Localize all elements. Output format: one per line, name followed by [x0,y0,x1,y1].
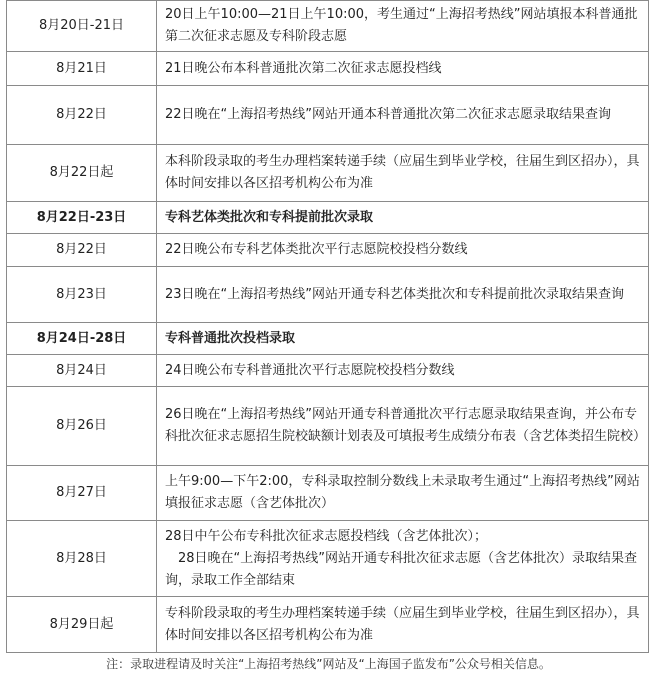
table-row [7,234,649,267]
row-description: 22日晚在“上海招考热线”网站开通本科普通批次第二次征求志愿录取结果查询 [157,86,649,145]
row-description [157,521,649,597]
table-row [7,1,649,52]
phase-title: 专科普通批次投档录取 [157,323,649,355]
row-description-line: 28日晚在“上海招考热线”网站开通专科批次征求志愿（含艺体批次）录取结果查询，录取工作全部结束 [165,550,638,588]
phase-date: 8月22日-23日 [7,202,157,234]
row-date: 8月24日 [7,355,157,387]
row-description: 上午9:00—下午2:00，专科录取控制分数线上未录取考生通过“上海招考热线”网站填报征求志愿（含艺体批次） [157,466,649,521]
table-row [7,466,649,521]
row-date: 8月26日 [7,387,157,466]
footnote: 注：录取进程请及时关注“上海招考热线”网站及“上海国子监发布”公众号相关信息。 [106,657,551,671]
row-description: 22日晚公布专科艺体类批次平行志愿院校投档分数线 [157,234,649,267]
row-description: 26日晚在“上海招考热线”网站开通专科普通批次平行志愿录取结果查询，并公布专科批次征求志愿招生院校缺额计划表及可填报考生成绩分布表（含艺体类招生院校） [157,387,649,466]
table-row [7,521,649,597]
table-row [7,597,649,653]
row-description-line: 28日中午公布专科批次征求志愿投档线（含艺体批次）； [165,528,488,544]
row-description: 本科阶段录取的考生办理档案转递手续（应届生到毕业学校，往届生到区招办），具体时间安排以各区招考机构公布为准 [157,145,649,202]
row-description: 21日晚公布本科普通批次第二次征求志愿投档线 [157,52,649,86]
table-row [7,145,649,202]
table-row [7,267,649,323]
phase-header-row [7,202,649,234]
phase-date: 8月24日-28日 [7,323,157,355]
table-row [7,387,649,466]
table-row [7,355,649,387]
row-date: 8月20日-21日 [7,1,157,52]
admission-schedule-table [6,0,649,653]
row-date: 8月23日 [7,267,157,323]
row-description: 23日晚在“上海招考热线”网站开通专科艺体类批次和专科提前批次录取结果查询 [157,267,649,323]
row-description: 24日晚公布专科普通批次平行志愿院校投档分数线 [157,355,649,387]
row-date: 8月22日 [7,86,157,145]
phase-header-row [7,323,649,355]
row-date: 8月22日起 [7,145,157,202]
row-date: 8月28日 [7,521,157,597]
table-row [7,52,649,86]
row-date: 8月27日 [7,466,157,521]
row-date: 8月22日 [7,234,157,267]
phase-title: 专科艺体类批次和专科提前批次录取 [157,202,649,234]
row-date: 8月21日 [7,52,157,86]
row-date: 8月29日起 [7,597,157,653]
row-description: 20日上午10:00—21日上午10:00，考生通过“上海招考热线”网站填报本科普通批第二次征求志愿及专科阶段志愿 [157,1,649,52]
table-row [7,86,649,145]
row-description: 专科阶段录取的考生办理档案转递手续（应届生到毕业学校，往届生到区招办），具体时间安排以各区招考机构公布为准 [157,597,649,653]
